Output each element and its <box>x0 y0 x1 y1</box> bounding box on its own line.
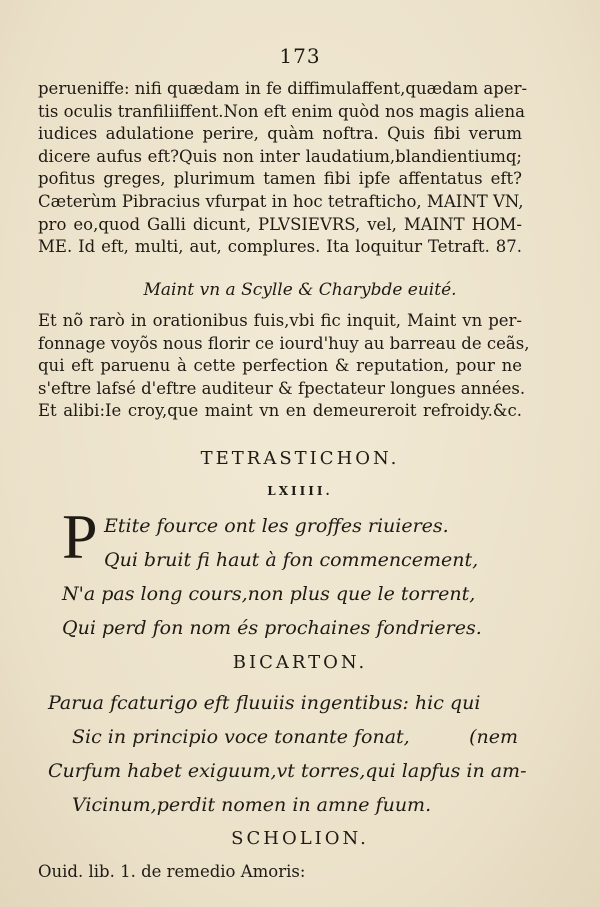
latin-poem <box>48 686 527 822</box>
citation-line: Ouid. lib. 1. de remedio Amoris: <box>38 862 306 881</box>
prose-block-2 <box>38 310 530 423</box>
poem-line: N'a pas long cours,non plus que le torrent, <box>62 583 476 605</box>
prose-line: tis oculis tranfiliiffent.Non eft enim quòd nos magis aliena <box>38 101 525 121</box>
latin-line-text: Parua fcaturigo eft fluuiis ingentibus: hic qui <box>48 692 481 714</box>
scholion-heading: SCHOLION. <box>231 828 369 849</box>
prose-line: ME. Id eft, multi, aut, complures. Ita loquitur Tetraft. 87. <box>38 237 522 257</box>
prose-line: iudices adulatione perire, quàm noftra. Quis fibi verum <box>38 124 522 144</box>
french-poem-continued <box>62 577 482 645</box>
latin-line-text: Curfum habet exiguum,vt torres,qui lapfus in am- <box>48 760 527 782</box>
latin-line <box>48 754 527 788</box>
french-poem <box>104 509 524 577</box>
prose-line: pofitus greges, plurimum tamen fibi ipfe affentatus eft? <box>38 169 522 189</box>
latin-line-turnover: (nem <box>469 726 518 748</box>
poem-line: Etite fource ont les groffes riuieres. <box>104 515 449 537</box>
prose-block-1 <box>38 78 528 259</box>
latin-line <box>48 686 518 720</box>
tetrastichon-number: LXIIII. <box>267 484 333 498</box>
french-quote-line: Maint vn a Scylle & Charybde euité. <box>143 280 457 300</box>
drop-cap: P <box>62 501 98 572</box>
latin-line-text: Sic in principio voce tonante fonat, <box>72 726 410 748</box>
poem-line: Qui perd fon nom és prochaines fondrieres. <box>62 617 482 639</box>
prose-line: s'eftre lafsé d'eftre auditeur & fpectateur longues années. <box>38 378 526 398</box>
prose-line: Et nõ rarò in orationibus fuis,vbi fic inquit, Maint vn per- <box>38 311 522 330</box>
tetrastichon-heading: TETRASTICHON. <box>200 448 400 469</box>
prose-line: Cæterùm Pibracius vfurpat in hoc tetrafticho, MAINT VN, <box>38 191 524 211</box>
latin-line-text: Vicinum,perdit nomen in amne fuum. <box>72 794 432 816</box>
prose-line: qui eft paruenu à cette perfection & reputation, pour ne <box>38 356 522 376</box>
prose-line: Et alibi:Ie croy,que maint vn en demeureroit refroidy.&c. <box>38 401 522 421</box>
prose-line: pro eo,quod Galli dicunt, PLVSIEVRS, vel, MAINT HOM- <box>38 214 522 234</box>
latin-line <box>48 720 518 754</box>
bicarton-heading: BICARTON. <box>232 652 368 673</box>
poem-line: Qui bruit fi haut à fon commencement, <box>104 549 479 571</box>
prose-line: perueniffe: nifi quædam in fe diffimulaffent,quædam aper- <box>38 79 528 98</box>
page-number: 173 <box>279 44 321 68</box>
latin-line <box>48 788 518 822</box>
prose-line: fonnage voyõs nous florir ce iourd'huy au barreau de ceãs, <box>38 333 530 353</box>
prose-line: dicere aufus eft?Quis non inter laudatium,blandientiumq; <box>38 146 522 166</box>
